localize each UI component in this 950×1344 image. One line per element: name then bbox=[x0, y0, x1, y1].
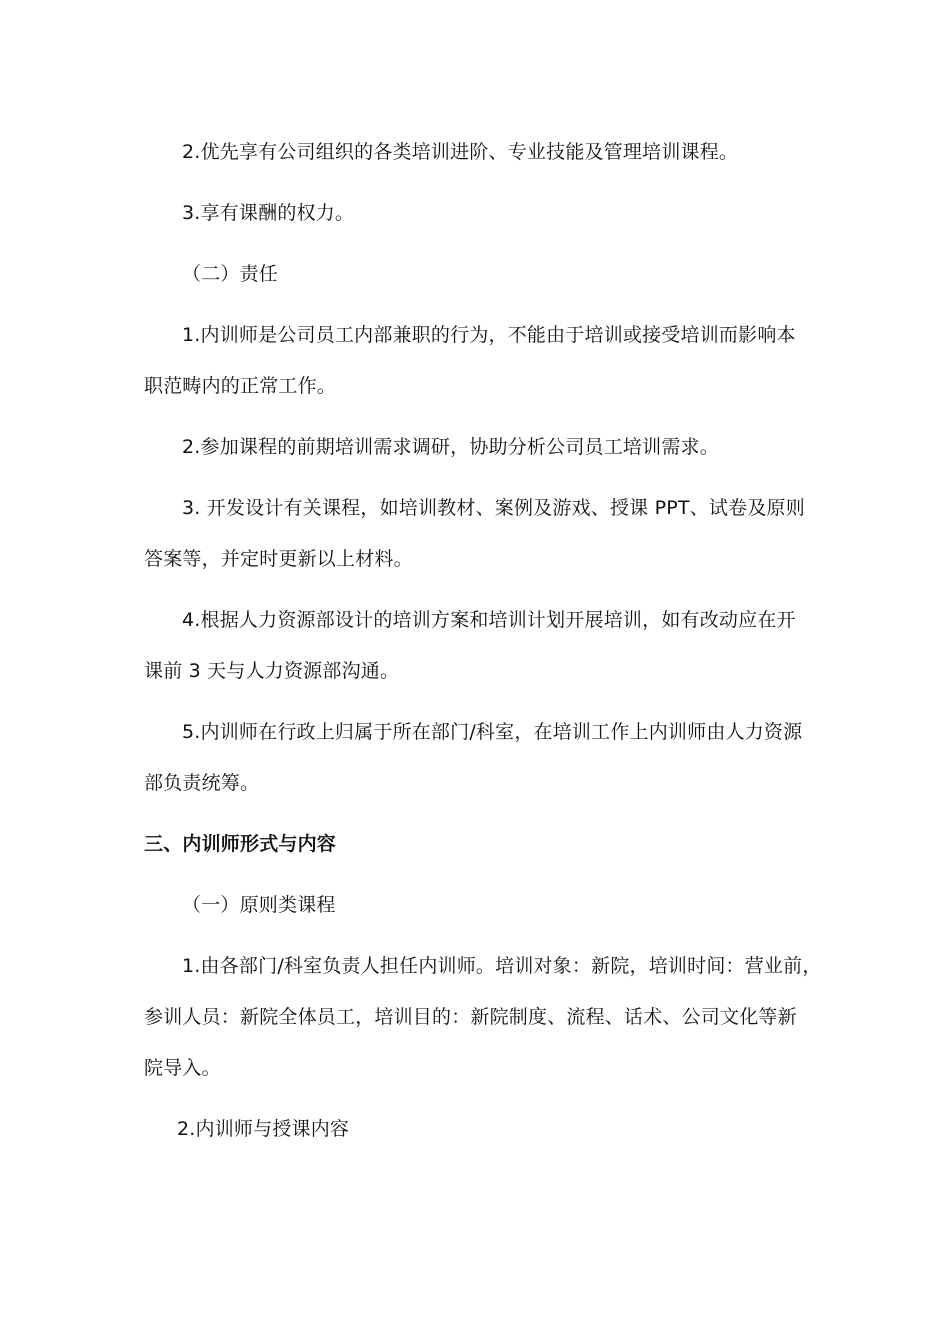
principle-item-1-line-2: 参训人员：新院全体员工，培训目的：新院制度、流程、话术、公司文化等新 bbox=[144, 1006, 797, 1028]
rights-item-3: 3.享有课酬的权力。 bbox=[182, 202, 355, 224]
responsibility-item-5-line-1: 5.内训师在行政上归属于所在部门/科室，在培训工作上内训师由人力资源 bbox=[182, 721, 803, 743]
principle-item-1-line-3: 院导入。 bbox=[144, 1057, 221, 1079]
principle-item-1-line-1: 1.由各部门/科室负责人担任内训师。培训对象：新院，培训时间：营业前， bbox=[182, 955, 822, 977]
responsibility-item-3-line-1: 3. 开发设计有关课程，如培训教材、案例及游戏、授课 PPT、试卷及原则 bbox=[182, 497, 805, 519]
responsibility-item-5-line-2: 部负责统筹。 bbox=[144, 772, 260, 794]
section-heading-responsibility: （二）责任 bbox=[182, 263, 279, 285]
responsibility-item-4-line-1: 4.根据人力资源部设计的培训方案和培训计划开展培训，如有改动应在开 bbox=[182, 609, 796, 631]
section-heading-principle-courses: （一）原则类课程 bbox=[182, 894, 336, 916]
responsibility-item-2: 2.参加课程的前期培训需求调研，协助分析公司员工培训需求。 bbox=[182, 436, 719, 458]
responsibility-item-1-line-2: 职范畴内的正常工作。 bbox=[144, 375, 337, 397]
responsibility-item-4-line-2: 课前 3 天与人力资源部沟通。 bbox=[144, 660, 400, 682]
responsibility-item-1-line-1: 1.内训师是公司员工内部兼职的行为，不能由于培训或接受培训而影响本 bbox=[182, 324, 796, 346]
chapter-heading-3: 三、内训师形式与内容 bbox=[144, 833, 337, 855]
principle-item-2: 2.内训师与授课内容 bbox=[177, 1118, 350, 1140]
rights-item-2: 2.优先享有公司组织的各类培训进阶、专业技能及管理培训课程。 bbox=[182, 141, 739, 163]
responsibility-item-3-line-2: 答案等，并定时更新以上材料。 bbox=[144, 548, 413, 570]
